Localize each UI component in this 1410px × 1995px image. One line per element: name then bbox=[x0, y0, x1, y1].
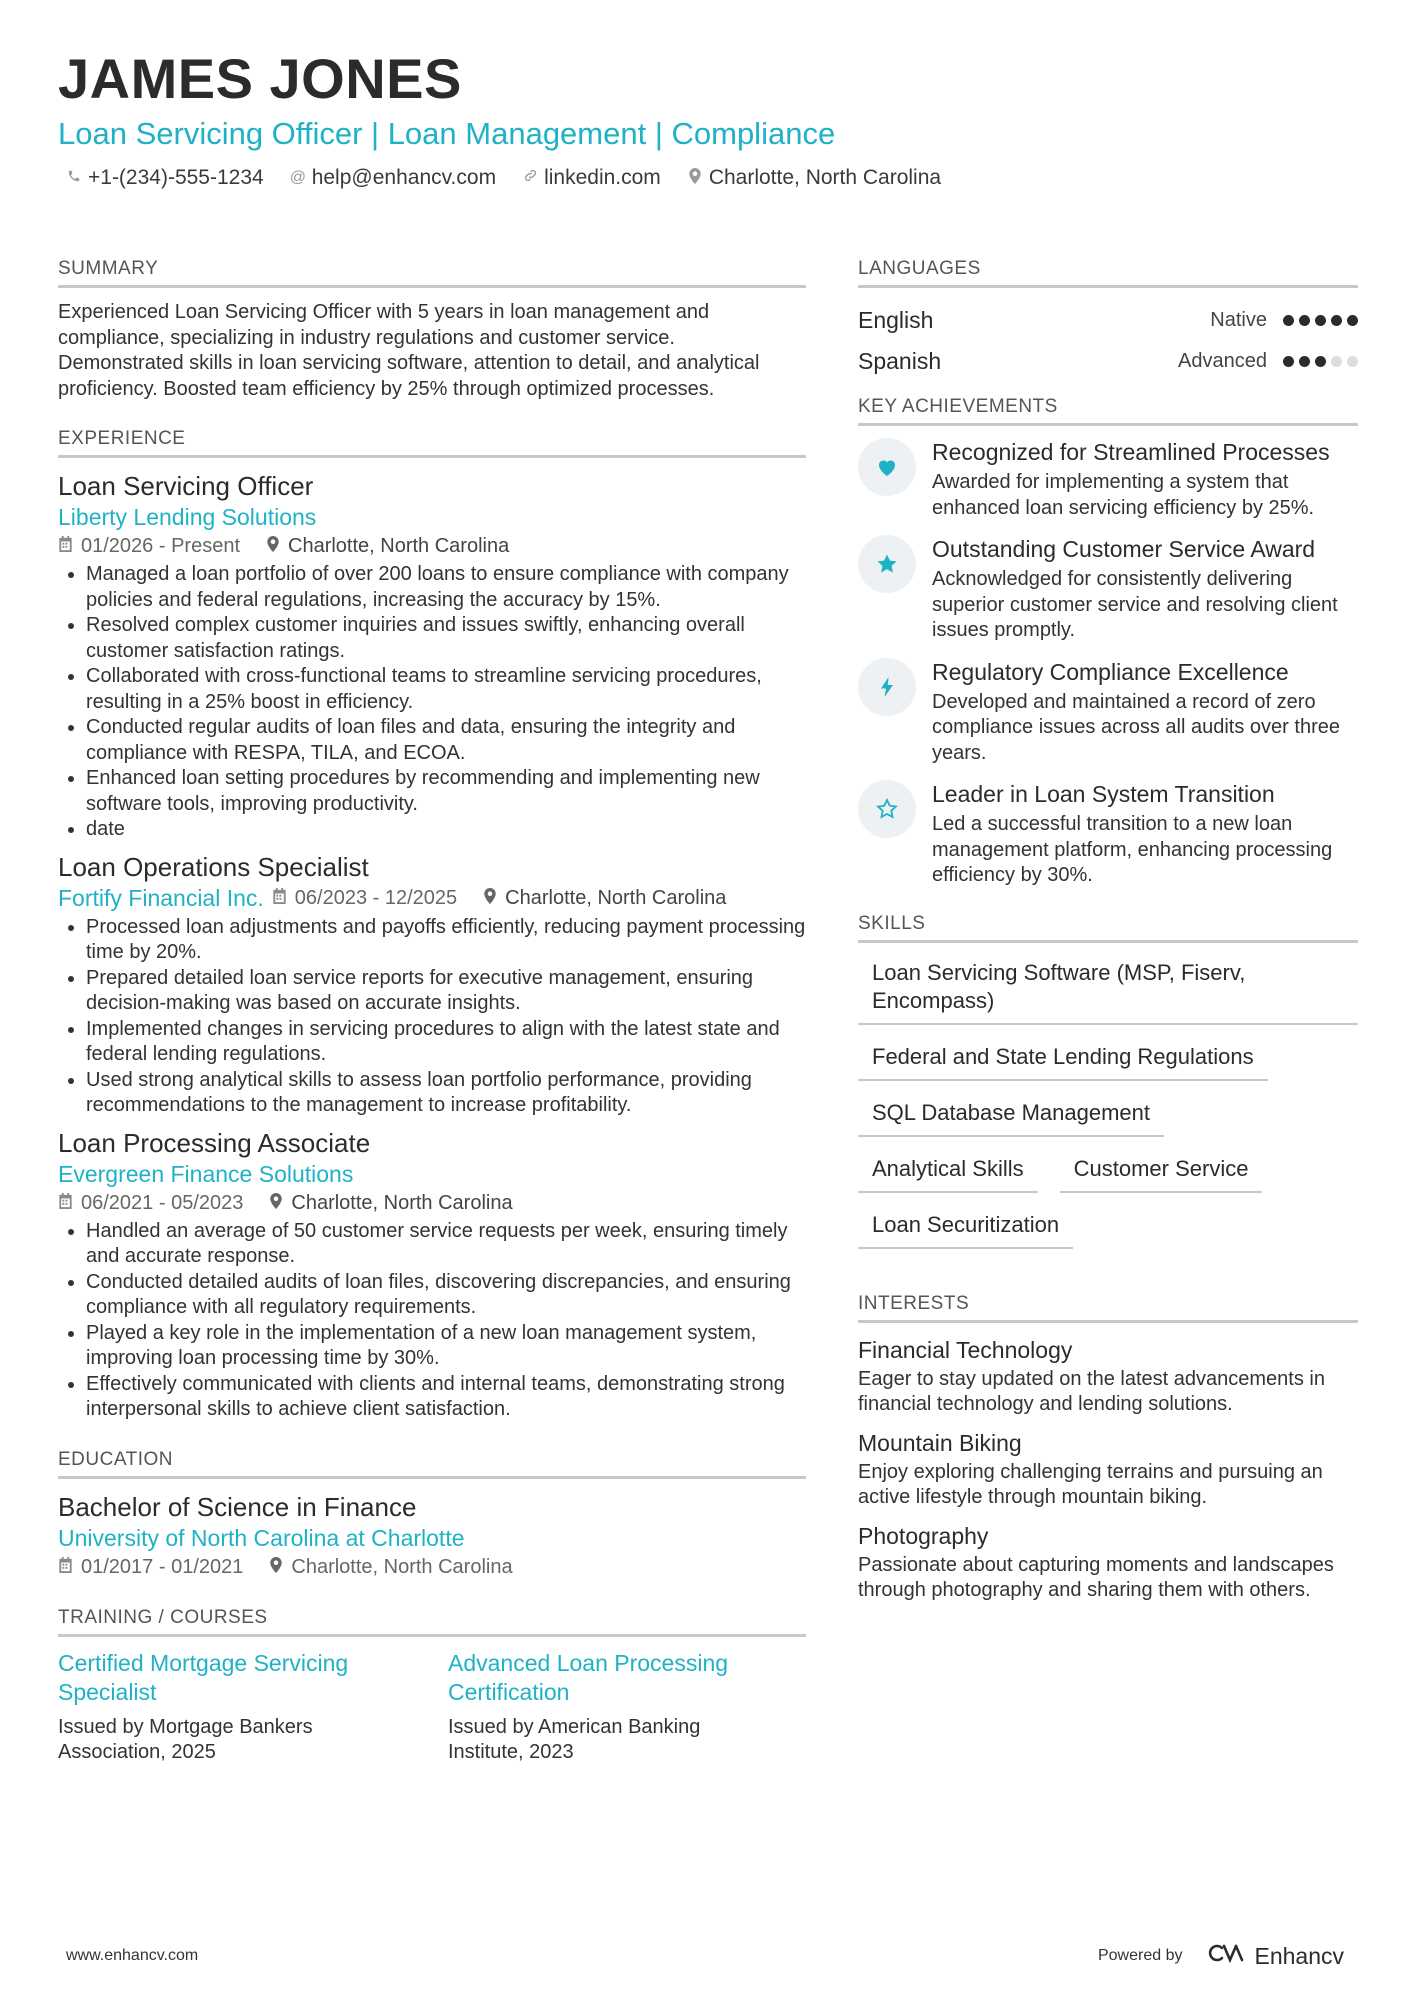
achievements-heading: KEY ACHIEVEMENTS bbox=[858, 396, 1358, 426]
calendar-icon bbox=[58, 1553, 73, 1581]
job-dates bbox=[58, 1189, 243, 1217]
skills-heading: SKILLS bbox=[858, 913, 1358, 943]
bullet-item: • Processed loan adjustments and payoffs efficiently, reducing payment processing time by 20%. bbox=[86, 915, 806, 966]
training-name: Advanced Loan Processing Certification bbox=[448, 1649, 729, 1705]
job-dates-text: 06/2023 - 12/2025 bbox=[294, 886, 458, 909]
phone-text: +1-(234)-555-1234 bbox=[88, 166, 264, 189]
left-column bbox=[58, 258, 806, 1765]
rating-dot-empty bbox=[1331, 356, 1342, 367]
bullet-item: • Played a key role in the implementation of a new loan management system, improving loan processing time by 30%. bbox=[86, 1321, 806, 1372]
map-pin-icon bbox=[269, 1189, 283, 1217]
job-bullets bbox=[58, 562, 806, 843]
language-rating bbox=[1283, 356, 1358, 367]
rating-dot-filled bbox=[1283, 356, 1294, 367]
education-location bbox=[269, 1553, 512, 1581]
language-name: English bbox=[858, 307, 934, 333]
candidate-name: JAMES JONES bbox=[58, 47, 462, 110]
bullet-item: • Implemented changes in servicing procedures to align with the latest state and federal lending regulations. bbox=[86, 1017, 806, 1068]
achievement-item bbox=[858, 780, 1358, 889]
calendar-icon bbox=[58, 1189, 73, 1217]
location-text: Charlotte, North Carolina bbox=[708, 166, 942, 189]
skill-tag: Federal and State Lending Regulations bbox=[858, 1039, 1268, 1081]
enhancv-logo-text: Enhancv bbox=[1254, 1942, 1344, 1969]
rating-dot-empty bbox=[1347, 356, 1358, 367]
language-row bbox=[858, 341, 1358, 382]
training-name: Certified Mortgage Servicing Specialist bbox=[58, 1649, 349, 1705]
job-location bbox=[483, 884, 726, 912]
interests-heading: INTERESTS bbox=[858, 1293, 1358, 1323]
bullet-item: • Prepared detailed loan service reports for executive management, ensuring decision-making was based on accurate insights. bbox=[86, 966, 806, 1017]
job-entry bbox=[58, 1127, 806, 1423]
link-icon bbox=[522, 168, 538, 188]
map-pin-icon bbox=[266, 532, 280, 560]
skill-tag: Loan Servicing Software (MSP, Fiserv, Encompass) bbox=[858, 955, 1358, 1025]
interest-title: Financial Technology bbox=[858, 1336, 1073, 1363]
job-bullets bbox=[58, 1219, 806, 1423]
bullet-item: • Collaborated with cross-functional teams to streamline servicing procedures, resulting in a 25% boost in efficiency. bbox=[86, 664, 806, 715]
interest-title: Mountain Biking bbox=[858, 1429, 1022, 1456]
map-pin-icon bbox=[687, 168, 703, 189]
contact-email[interactable] bbox=[290, 166, 496, 190]
bullet-item: • Enhanced loan setting procedures by recommending and implementing new software tools, improving productivity. bbox=[86, 766, 806, 817]
contact-phone bbox=[66, 166, 264, 190]
bullet-item: • Conducted regular audits of loan files and data, ensuring the integrity and compliance with RESPA, TILA, and ECOA. bbox=[86, 715, 806, 766]
training-item bbox=[58, 1649, 378, 1765]
achievement-item bbox=[858, 535, 1358, 644]
company-name: Evergreen Finance Solutions bbox=[58, 1160, 354, 1187]
achievement-title: Leader in Loan System Transition bbox=[932, 781, 1275, 807]
skill-tag: Loan Securitization bbox=[858, 1207, 1073, 1249]
enhancv-logo-icon bbox=[1202, 1942, 1246, 1970]
contact-bar bbox=[58, 166, 1358, 190]
right-column bbox=[858, 258, 1358, 1604]
map-pin-icon bbox=[269, 1553, 283, 1581]
bullet-item: • Conducted detailed audits of loan files, discovering discrepancies, and ensuring compliance with all regulatory requirements. bbox=[86, 1270, 806, 1321]
achievement-desc: Developed and maintained a record of zero compliance issues across all audits over three years. bbox=[932, 690, 1340, 764]
job-entry bbox=[58, 470, 806, 843]
skills-list bbox=[858, 955, 1358, 1249]
job-location bbox=[269, 1189, 512, 1217]
enhancv-logo[interactable] bbox=[1202, 1942, 1344, 1970]
footer-website[interactable]: www.enhancv.com bbox=[66, 1947, 199, 1964]
experience-heading: EXPERIENCE bbox=[58, 428, 806, 458]
bullet-item: • Resolved complex customer inquiries and issues swiftly, enhancing overall customer satisfaction ratings. bbox=[86, 613, 806, 664]
linkedin-text: linkedin.com bbox=[544, 166, 661, 189]
page-footer bbox=[66, 1942, 1344, 1970]
education-location-text: Charlotte, North Carolina bbox=[291, 1555, 513, 1578]
education-dates bbox=[58, 1553, 243, 1581]
achievement-item bbox=[858, 658, 1358, 767]
interest-desc: Passionate about capturing moments and landscapes through photography and sharing them with others. bbox=[858, 1553, 1334, 1601]
achievement-desc: Acknowledged for consistently delivering superior customer service and resolving client issues promptly. bbox=[932, 568, 1338, 641]
contact-location bbox=[687, 166, 941, 190]
star-outline-icon bbox=[858, 780, 916, 838]
rating-dot-filled bbox=[1315, 356, 1326, 367]
company-name: Fortify Financial Inc. bbox=[58, 884, 264, 911]
interest-desc: Enjoy exploring challenging terrains and pursuing an active lifestyle through mountain biking. bbox=[858, 1460, 1323, 1508]
map-pin-icon bbox=[483, 884, 497, 912]
job-title: Loan Servicing Officer bbox=[58, 471, 314, 501]
achievement-title: Recognized for Streamlined Processes bbox=[932, 439, 1330, 465]
language-level: Native bbox=[1210, 309, 1267, 331]
achievement-title: Outstanding Customer Service Award bbox=[932, 536, 1316, 562]
languages-heading: LANGUAGES bbox=[858, 258, 1358, 288]
summary-heading: SUMMARY bbox=[58, 258, 806, 288]
bullet-item: • Handled an average of 50 customer service requests per week, ensuring timely and accurate response. bbox=[86, 1219, 806, 1270]
candidate-tagline: Loan Servicing Officer | Loan Management | Compliance bbox=[58, 116, 836, 151]
interest-item bbox=[858, 1521, 1358, 1604]
language-rating bbox=[1283, 315, 1358, 326]
achievement-title: Regulatory Compliance Excellence bbox=[932, 658, 1289, 685]
calendar-icon bbox=[58, 532, 73, 560]
school-name: University of North Carolina at Charlotte bbox=[58, 1524, 465, 1551]
achievement-desc: Awarded for implementing a system that enhanced loan servicing efficiency by 25%. bbox=[932, 471, 1315, 519]
rating-dot-filled bbox=[1283, 315, 1294, 326]
achievement-desc: Led a successful transition to a new loan management platform, enhancing processing efficiency by 30%. bbox=[932, 813, 1333, 886]
phone-icon bbox=[66, 169, 82, 188]
education-heading: EDUCATION bbox=[58, 1449, 806, 1479]
at-icon: @ bbox=[289, 169, 306, 186]
job-meta bbox=[58, 532, 806, 560]
lightning-icon bbox=[858, 658, 916, 716]
skill-tag: Analytical Skills bbox=[858, 1151, 1038, 1193]
rating-dot-filled bbox=[1299, 356, 1310, 367]
education-dates-text: 01/2017 - 01/2021 bbox=[81, 1555, 244, 1578]
bullet-item: • Effectively communicated with clients and internal teams, demonstrating strong interpersonal skills to achieve client satisfaction. bbox=[86, 1372, 806, 1423]
skill-tag: Customer Service bbox=[1060, 1151, 1263, 1193]
interest-item bbox=[858, 1335, 1358, 1418]
job-entry bbox=[58, 851, 806, 1119]
language-name: Spanish bbox=[858, 348, 942, 374]
training-issuer: Issued by Mortgage Bankers Association, 2025 bbox=[58, 1715, 313, 1763]
skill-tag: SQL Database Management bbox=[858, 1095, 1164, 1137]
job-dates-text: 01/2026 - Present bbox=[81, 535, 240, 557]
training-item bbox=[448, 1649, 768, 1765]
powered-by-text: Powered by bbox=[1097, 1947, 1183, 1964]
degree-title: Bachelor of Science in Finance bbox=[58, 1491, 417, 1522]
job-dates bbox=[58, 532, 240, 560]
calendar-icon bbox=[272, 884, 287, 912]
interest-desc: Eager to stay updated on the latest advancements in financial technology and lending solutions. bbox=[858, 1367, 1325, 1415]
interest-title: Photography bbox=[858, 1522, 989, 1549]
job-company-meta bbox=[58, 883, 806, 913]
footer-brand bbox=[1098, 1942, 1344, 1970]
rating-dot-filled bbox=[1331, 315, 1342, 326]
job-bullets bbox=[58, 915, 806, 1119]
bullet-item: • Managed a loan portfolio of over 200 loans to ensure compliance with company policies and federal regulations, increasing the accuracy by 15%. bbox=[86, 562, 806, 613]
training-list bbox=[58, 1649, 806, 1765]
job-meta bbox=[272, 884, 727, 912]
rating-dot-filled bbox=[1299, 315, 1310, 326]
company-name: Liberty Lending Solutions bbox=[58, 504, 317, 530]
interest-item bbox=[858, 1428, 1358, 1511]
job-meta bbox=[58, 1189, 806, 1217]
language-level: Advanced bbox=[1178, 350, 1267, 372]
job-title: Loan Operations Specialist bbox=[58, 851, 369, 882]
star-filled-icon bbox=[858, 535, 916, 593]
job-location-text: Charlotte, North Carolina bbox=[505, 886, 727, 909]
bullet-item: • Used strong analytical skills to assess loan portfolio performance, providing recommendations to the management to increase profitability. bbox=[86, 1068, 806, 1119]
job-title: Loan Processing Associate bbox=[58, 1127, 371, 1158]
achievement-item bbox=[858, 438, 1358, 521]
bullet-item: • date bbox=[86, 817, 806, 843]
language-row bbox=[858, 300, 1358, 341]
summary-text: Experienced Loan Servicing Officer with 5 years in loan management and compliance, specializing in industry regulations and customer service. Demonstrated skills in loan servicing software, attention to detail, and analytical proficiency. Boosted team efficiency by 25% through optimized processes. bbox=[58, 301, 760, 400]
rating-dot-filled bbox=[1347, 315, 1358, 326]
job-location-text: Charlotte, North Carolina bbox=[291, 1191, 513, 1214]
job-location bbox=[266, 532, 509, 560]
job-dates-text: 06/2021 - 05/2023 bbox=[81, 1191, 244, 1214]
education-meta bbox=[58, 1553, 806, 1581]
rating-dot-filled bbox=[1315, 315, 1326, 326]
training-heading: TRAINING / COURSES bbox=[58, 1607, 806, 1637]
job-location-text: Charlotte, North Carolina bbox=[288, 535, 510, 557]
training-issuer: Issued by American Banking Institute, 2023 bbox=[448, 1715, 701, 1763]
job-dates bbox=[272, 884, 457, 912]
contact-linkedin[interactable] bbox=[522, 166, 661, 190]
resume-page bbox=[58, 47, 1358, 1763]
heart-icon bbox=[858, 438, 916, 496]
email-text: help@enhancv.com bbox=[311, 166, 497, 189]
